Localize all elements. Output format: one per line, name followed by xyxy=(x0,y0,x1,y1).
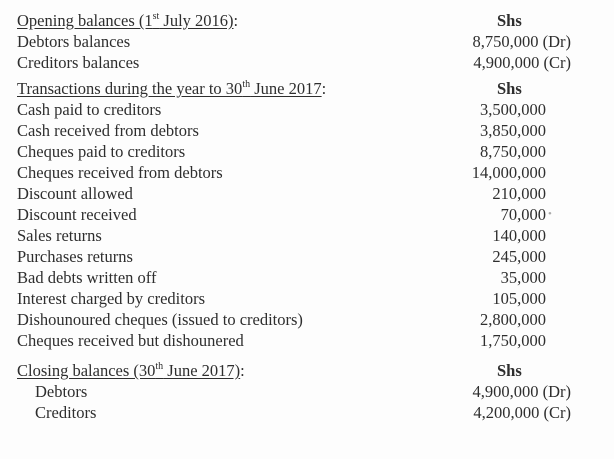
transaction-row xyxy=(0,204,614,225)
row-value: 2,800,000 xyxy=(480,310,546,329)
transaction-row xyxy=(0,288,614,309)
row-label: Debtors xyxy=(35,382,88,401)
row-value: 35,000 xyxy=(500,268,546,287)
transaction-row xyxy=(0,99,614,120)
closing-heading-row xyxy=(0,360,614,381)
opening-row xyxy=(0,52,614,73)
row-label: Cash received from debtors xyxy=(17,121,199,140)
row-label: Bad debts written off xyxy=(17,268,157,287)
transaction-row xyxy=(0,162,614,183)
row-label: Cash paid to creditors xyxy=(17,100,162,119)
row-value: 140,000 xyxy=(492,226,546,245)
row-label: Discount allowed xyxy=(17,184,133,203)
transaction-row xyxy=(0,246,614,267)
transaction-row xyxy=(0,330,614,351)
row-value: 4,900,000 (Cr) xyxy=(473,53,571,72)
row-value: 8,750,000 xyxy=(480,142,546,161)
row-value: 70,000 xyxy=(500,205,546,224)
row-value: 8,750,000 (Dr) xyxy=(472,32,571,51)
row-value: 3,850,000 xyxy=(480,121,546,140)
row-value: 14,000,000 xyxy=(471,163,546,182)
scan-speck: • xyxy=(548,208,552,220)
row-label: Debtors balances xyxy=(17,32,131,51)
transaction-row xyxy=(0,183,614,204)
opening-currency: Shs xyxy=(497,11,522,30)
row-label: Dishounoured cheques (issued to creditors) xyxy=(17,310,303,329)
opening-row xyxy=(0,31,614,52)
closing-row xyxy=(0,381,614,402)
row-label: Cheques paid to creditors xyxy=(17,142,186,161)
closing-row xyxy=(0,402,614,423)
row-label: Cheques received from debtors xyxy=(17,163,223,182)
transaction-row xyxy=(0,309,614,330)
row-label: Cheques received but dishounered xyxy=(17,331,244,350)
transaction-row xyxy=(0,225,614,246)
closing-heading: Closing balances (30th June 2017): xyxy=(17,360,245,380)
row-label: Creditors xyxy=(35,403,97,422)
row-value: 4,900,000 (Dr) xyxy=(472,382,571,401)
row-label: Interest charged by creditors xyxy=(17,289,205,308)
transactions-currency: Shs xyxy=(497,79,522,98)
transactions-heading-row xyxy=(0,78,614,99)
closing-currency: Shs xyxy=(497,361,522,380)
transaction-row xyxy=(0,120,614,141)
row-value: 105,000 xyxy=(492,289,546,308)
transactions-heading: Transactions during the year to 30th June 2017: xyxy=(17,78,327,98)
transaction-row xyxy=(0,141,614,162)
row-label: Sales returns xyxy=(17,226,102,245)
row-label: Creditors balances xyxy=(17,53,140,72)
opening-heading-row xyxy=(0,10,614,31)
opening-heading: Opening balances (1st July 2016): xyxy=(17,10,239,30)
row-label: Discount received xyxy=(17,205,137,224)
row-value: 245,000 xyxy=(492,247,546,266)
row-value: 4,200,000 (Cr) xyxy=(473,403,571,422)
row-value: 3,500,000 xyxy=(480,100,546,119)
row-value: 210,000 xyxy=(492,184,546,203)
row-value: 1,750,000 xyxy=(480,331,546,350)
row-label: Purchases returns xyxy=(17,247,133,266)
transaction-row xyxy=(0,267,614,288)
